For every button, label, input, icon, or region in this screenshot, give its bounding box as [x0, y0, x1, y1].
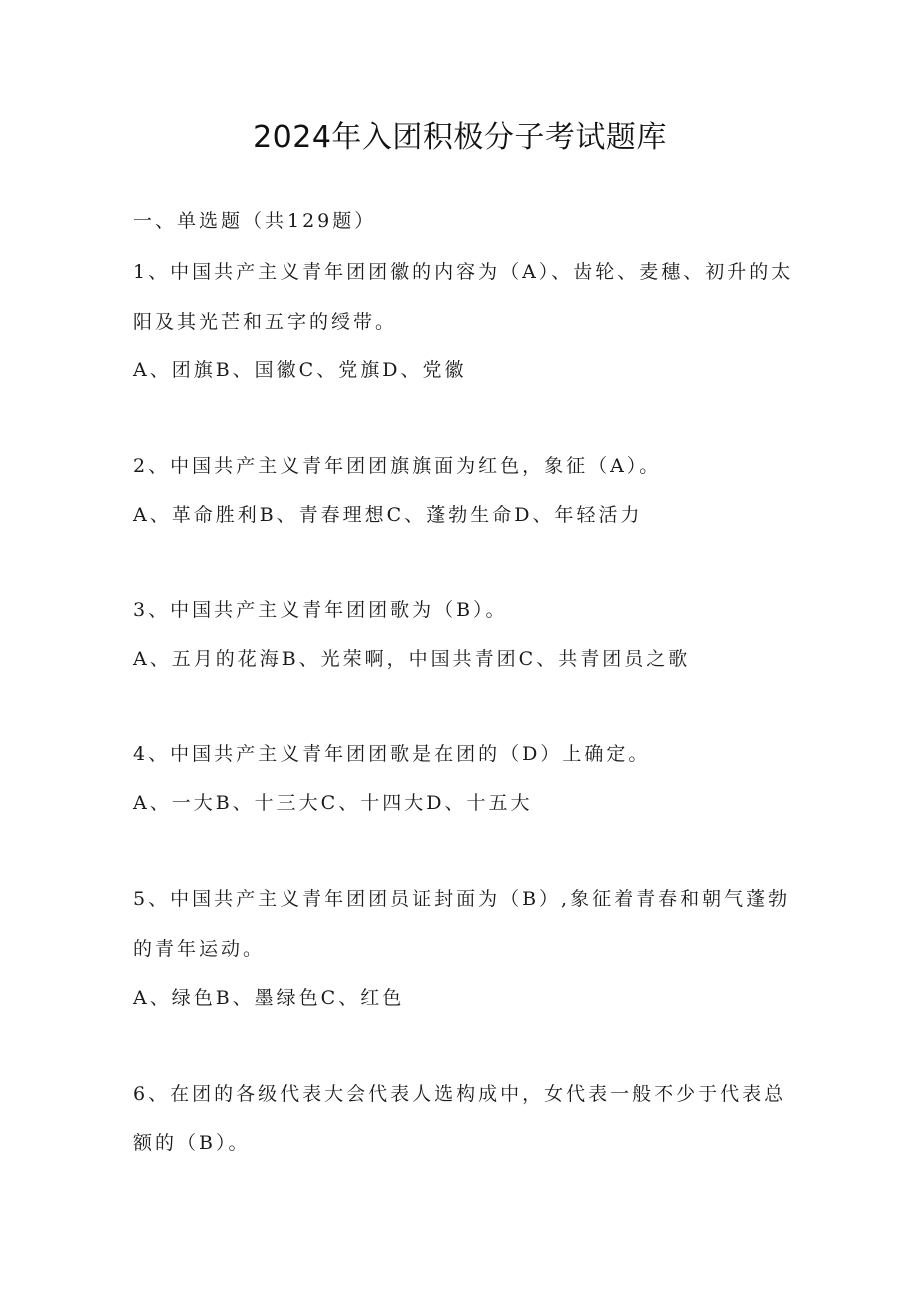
question-1-stem-line2: 阳及其光芒和五字的绶带。 [133, 311, 398, 333]
question-4-stem-line1: 4、中国共产主义青年团团歌是在团的（D）上确定。 [133, 743, 651, 765]
document-title: 2024年入团积极分子考试题库 [253, 120, 667, 155]
question-3-options: A、五月的花海B、光荣啊，中国共青团C、共青团员之歌 [133, 648, 691, 670]
question-5-stem-line2: 的青年运动。 [133, 938, 266, 960]
question-1-options: A、团旗B、国徽C、党旗D、党徽 [133, 359, 467, 381]
question-2-stem-line1: 2、中国共产主义青年团团旗旗面为红色，象征（A）。 [133, 455, 662, 477]
question-6-stem-line1: 6、在团的各级代表大会代表人选构成中，女代表一般不少于代表总 [133, 1083, 787, 1105]
question-5-stem-line1: 5、中国共产主义青年团团员证封面为（B）,象征着青春和朝气蓬勃 [133, 888, 791, 910]
question-1-stem-line1: 1、中国共产主义青年团团徽的内容为（A）、齿轮、麦穗、初升的太 [133, 261, 794, 283]
section-heading: 一、单选题（共129题） [133, 210, 377, 232]
question-6-stem-line2: 额的（B）。 [133, 1132, 251, 1154]
question-5-options: A、绿色B、墨绿色C、红色 [133, 987, 405, 1009]
question-4-options: A、一大B、十三大C、十四大D、十五大 [133, 792, 533, 814]
question-3-stem-line1: 3、中国共产主义青年团团歌为（B）。 [133, 599, 508, 621]
question-2-options: A、革命胜利B、青春理想C、蓬勃生命D、年轻活力 [133, 504, 643, 526]
